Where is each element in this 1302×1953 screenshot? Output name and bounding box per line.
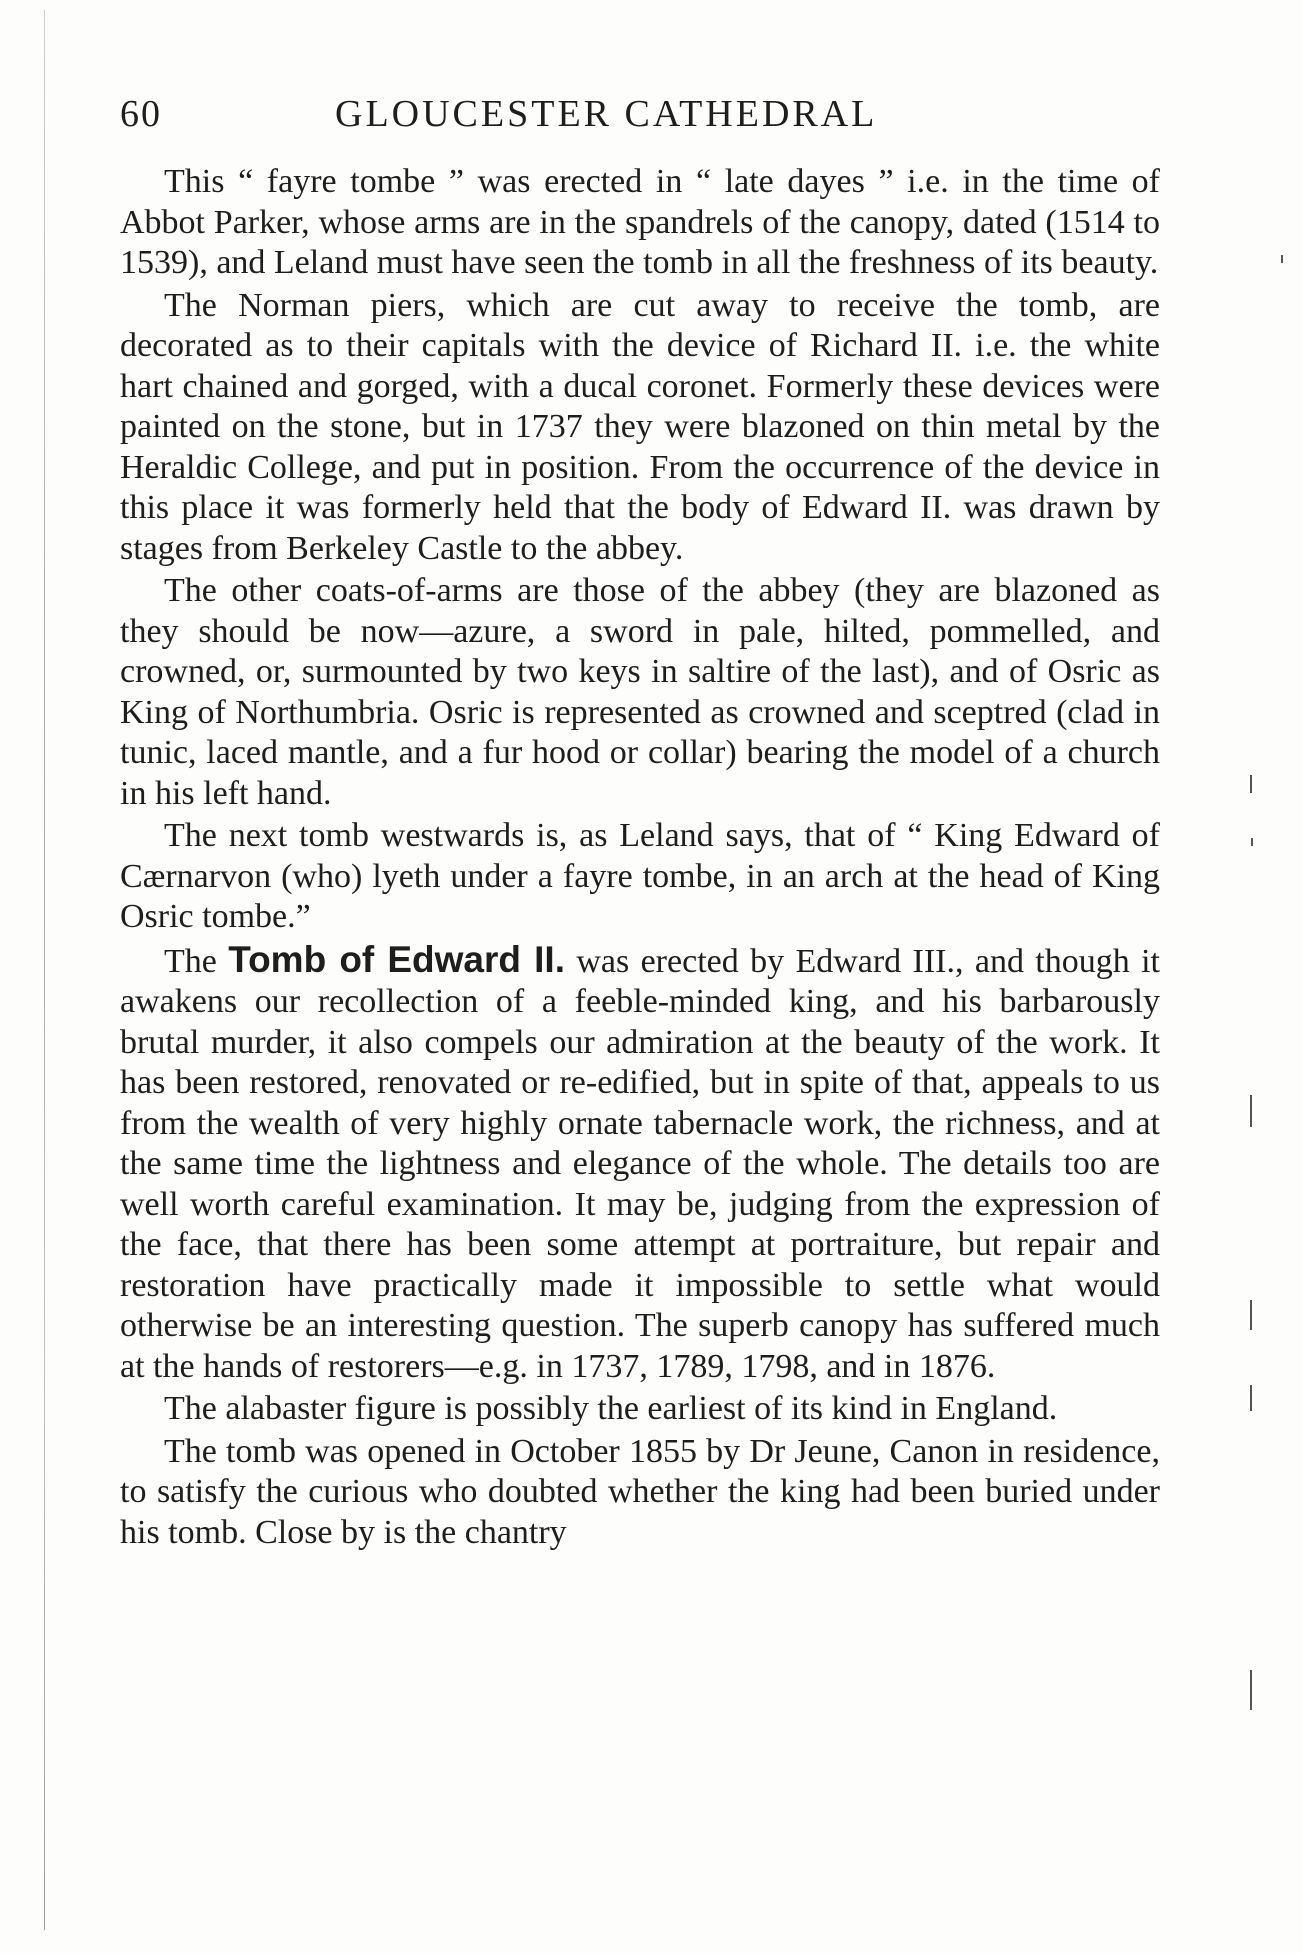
paragraph: The alabaster figure is possibly the earliest of its kind in England.	[164, 1390, 1058, 1427]
scan-speck	[1250, 1670, 1252, 1710]
paragraph: This “ fayre tombe ” was erected in “ late dayes ” i.e. in the time of Abbot Parker, whose arms are in the spandrels of the canopy, dated (1514 to 1539), and Leland must have seen the tomb in all the freshness of its beauty.	[120, 163, 1160, 281]
scan-speck	[1251, 838, 1253, 846]
scan-speck	[1281, 255, 1283, 263]
scan-speck	[1250, 1385, 1252, 1411]
scan-speck	[1250, 1095, 1252, 1127]
body-text	[120, 162, 1160, 1553]
book-page	[120, 92, 1160, 1553]
paragraph-tomb-of-edward	[120, 940, 1160, 1388]
paragraph-body: was erected by Edward III., and though it awakens our recollection of a feeble-minded king, and his barbarously brutal murder, it also compels our admiration at the beauty of the work. It has been restored, renovated or re-edified, but in spite of that, appeals to us from the wealth of very highly ornate tabernacle work, the richness, and at the same time the lightness and elegance of the whole. The details too are well worth careful examination. It may be, judging from the expression of the face, that there has been some attempt at portraiture, but repair and restoration have practically made it impossible to settle what would otherwise be an interesting question. The superb canopy has suffered much at the hands of restorers—e.g. in 1737, 1789, 1798, and in 1876.	[120, 942, 1161, 1385]
paragraph: The Norman piers, which are cut away to receive the tomb, are decorated as to their capitals with the device of Richard II. i.e. the white hart chained and gorged, with a ducal coronet. Formerly these devices were painted on the stone, but in 1737 they were blazoned on thin metal by the Heraldic College, and put in position. From the occurrence of the device in this place it was formerly held that the body of Edward II. was drawn by stages from Berkeley Castle to the abbey.	[120, 286, 1160, 567]
running-title: GLOUCESTER CATHEDRAL	[335, 93, 878, 135]
paragraph: The other coats-of-arms are those of the abbey (they are blazoned as they should be now—azure, a sword in pale, hilted, pommelled, and crowned, or, surmounted by two keys in saltire of the last), and of Osric as King of Northumbria. Osric is represented as crowned and sceptred (clad in tunic, laced mantle, and a fur hood or collar) bearing the model of a church in his left hand.	[120, 572, 1160, 812]
paragraph: The next tomb westwards is, as Leland says, that of “ King Edward of Cærnarvon (who) lyeth under a fayre tombe, in an arch at the head of King Osric tombe.”	[120, 817, 1160, 935]
paragraph: The tomb was opened in October 1855 by Dr Jeune, Canon in residence, to satisfy the curious who doubted whether the king had been buried under his tomb. Close by is the chantry	[120, 1432, 1160, 1551]
running-head	[120, 92, 1160, 142]
scan-speck	[1250, 775, 1252, 793]
paragraph-lead: The	[164, 942, 217, 980]
gutter-scan-line	[44, 10, 45, 1930]
scan-speck	[1250, 1300, 1252, 1330]
section-heading: Tomb of Edward II.	[228, 938, 565, 980]
page-number: 60	[120, 93, 162, 135]
